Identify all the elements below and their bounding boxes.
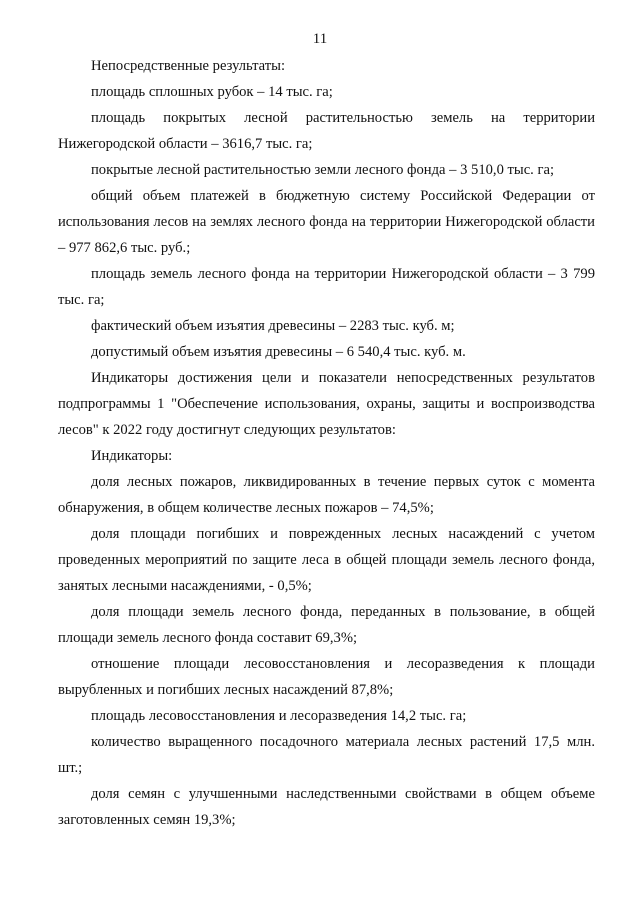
paragraph: доля лесных пожаров, ликвидированных в течение первых суток с момента обнаружения, в общем количестве лесных пожаров – 74,5%;	[58, 474, 595, 516]
paragraph: площадь лесовосстановления и лесоразведения 14,2 тыс. га;	[91, 708, 467, 724]
paragraph: доля площади земель лесного фонда, переданных в пользование, в общей площади земель лесного фонда составит 69,3%;	[58, 604, 595, 646]
paragraph: Индикаторы:	[91, 448, 173, 464]
paragraph: площадь земель лесного фонда на территории Нижегородской области – 3 799 тыс. га;	[58, 266, 595, 308]
paragraph: допустимый объем изъятия древесины – 6 540,4 тыс. куб. м.	[91, 344, 466, 360]
paragraph: площадь покрытых лесной растительностью земель на территории Нижегородской области – 3616,7 тыс. га;	[58, 110, 595, 152]
paragraph: отношение площади лесовосстановления и лесоразведения к площади вырубленных и погибших лесных насаждений 87,8%;	[58, 656, 595, 698]
paragraph: количество выращенного посадочного материала лесных растений 17,5 млн. шт.;	[58, 734, 595, 776]
paragraph: Непосредственные результаты:	[91, 58, 286, 74]
paragraph: фактический объем изъятия древесины – 2283 тыс. куб. м;	[91, 318, 455, 334]
paragraph: доля площади погибших и поврежденных лесных насаждений с учетом проведенных мероприятий по защите леса в общей площади земель лесного фонда, занятых лесными насаждениями, - 0,5%;	[58, 526, 595, 594]
paragraph: площадь сплошных рубок – 14 тыс. га;	[91, 84, 333, 100]
paragraph: Индикаторы достижения цели и показатели непосредственных результатов подпрограммы 1 "Обеспечение использования, охраны, защиты и воспроизводства лесов" к 2022 году достигнут следующих результатов:	[58, 370, 595, 438]
page-number: 11	[312, 31, 328, 47]
paragraph: покрытые лесной растительностью земли лесного фонда – 3 510,0 тыс. га;	[91, 162, 554, 178]
paragraph: общий объем платежей в бюджетную систему Российской Федерации от использования лесов на землях лесного фонда на территории Нижегородской области – 977 862,6 тыс. руб.;	[58, 188, 595, 256]
paragraph: доля семян с улучшенными наследственными свойствами в общем объеме заготовленных семян 19,3%;	[58, 786, 595, 828]
document-body	[58, 53, 595, 833]
